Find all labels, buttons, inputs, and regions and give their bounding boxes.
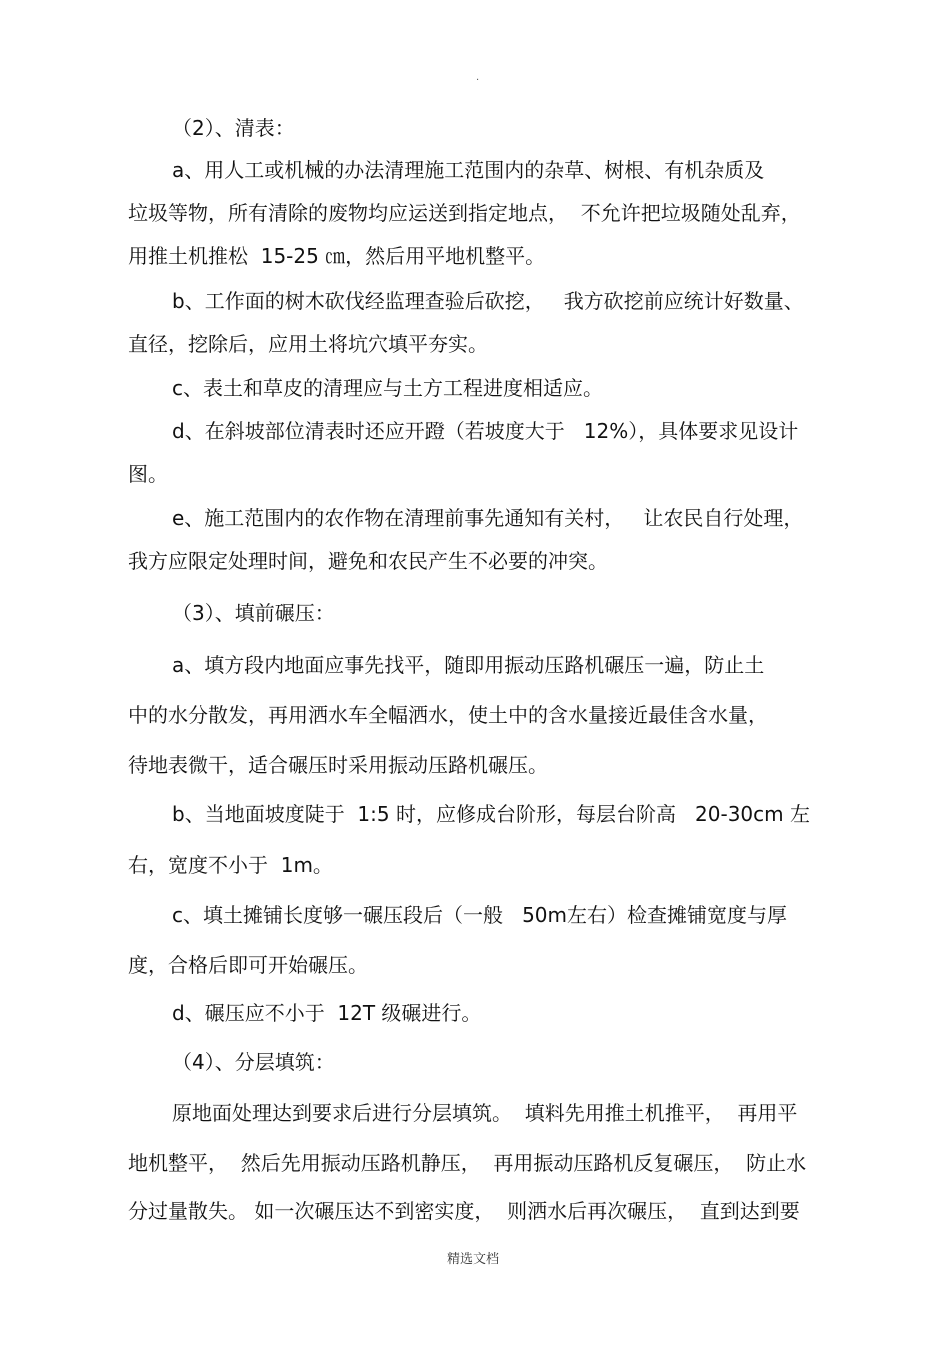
text-line: 用推土机推松 15-25 ㎝，然后用平地机整平。: [128, 244, 546, 268]
text-line: 地机整平， 然后先用振动压路机静压， 再用振动压路机反复碾压， 防止水: [128, 1151, 807, 1175]
top-mark: .: [476, 72, 480, 83]
text-line: d、碾压应不小于 12T 级碾进行。: [172, 1001, 482, 1025]
text-line: 直径，挖除后，应用土将坑穴填平夯实。: [128, 332, 488, 356]
text-line: 我方应限定处理时间，避免和农民产生不必要的冲突。: [128, 549, 608, 573]
text-line: b、当地面坡度陡于 1:5 时，应修成台阶形，每层台阶高 20-30cm 左: [172, 802, 810, 826]
text-line: b、工作面的树木砍伐经监理查验后砍挖， 我方砍挖前应统计好数量、: [172, 289, 804, 313]
text-line: 图。: [128, 462, 168, 486]
text-line: e、施工范围内的农作物在清理前事先通知有关村， 让农民自行处理，: [172, 506, 804, 530]
text-line: （2）、清表：: [172, 116, 295, 140]
text-line: 分过量散失。 如一次碾压达不到密实度， 则洒水后再次碾压， 直到达到要: [128, 1199, 800, 1223]
text-line: 垃圾等物，所有清除的废物均应运送到指定地点， 不允许把垃圾随处乱弃，: [128, 201, 801, 225]
page-footer: 精选文档: [447, 1252, 500, 1267]
text-line: a、填方段内地面应事先找平，随即用振动压路机碾压一遍，防止土: [172, 653, 765, 677]
text-line: 原地面处理达到要求后进行分层填筑。 填料先用推土机推平， 再用平: [172, 1101, 798, 1125]
text-line: d、在斜坡部位清表时还应开蹬（若坡度大于 12%），具体要求见设计: [172, 419, 799, 443]
text-line: （4）、分层填筑：: [172, 1050, 335, 1074]
text-line: （3）、填前碾压：: [172, 601, 335, 625]
text-line: a、用人工或机械的办法清理施工范围内的杂草、树根、有机杂质及: [172, 158, 765, 182]
text-line: 度，合格后即可开始碾压。: [128, 953, 368, 977]
text-line: c、填土摊铺长度够一碾压段后（一般 50m左右）检查摊铺宽度与厚: [172, 903, 787, 927]
text-line: c、表土和草皮的清理应与土方工程进度相适应。: [172, 376, 603, 400]
text-line: 中的水分散发，再用洒水车全幅洒水，使土中的含水量接近最佳含水量，: [128, 703, 768, 727]
text-line: 待地表微干，适合碾压时采用振动压路机碾压。: [128, 753, 548, 777]
text-line: 右，宽度不小于 1m。: [128, 853, 333, 877]
